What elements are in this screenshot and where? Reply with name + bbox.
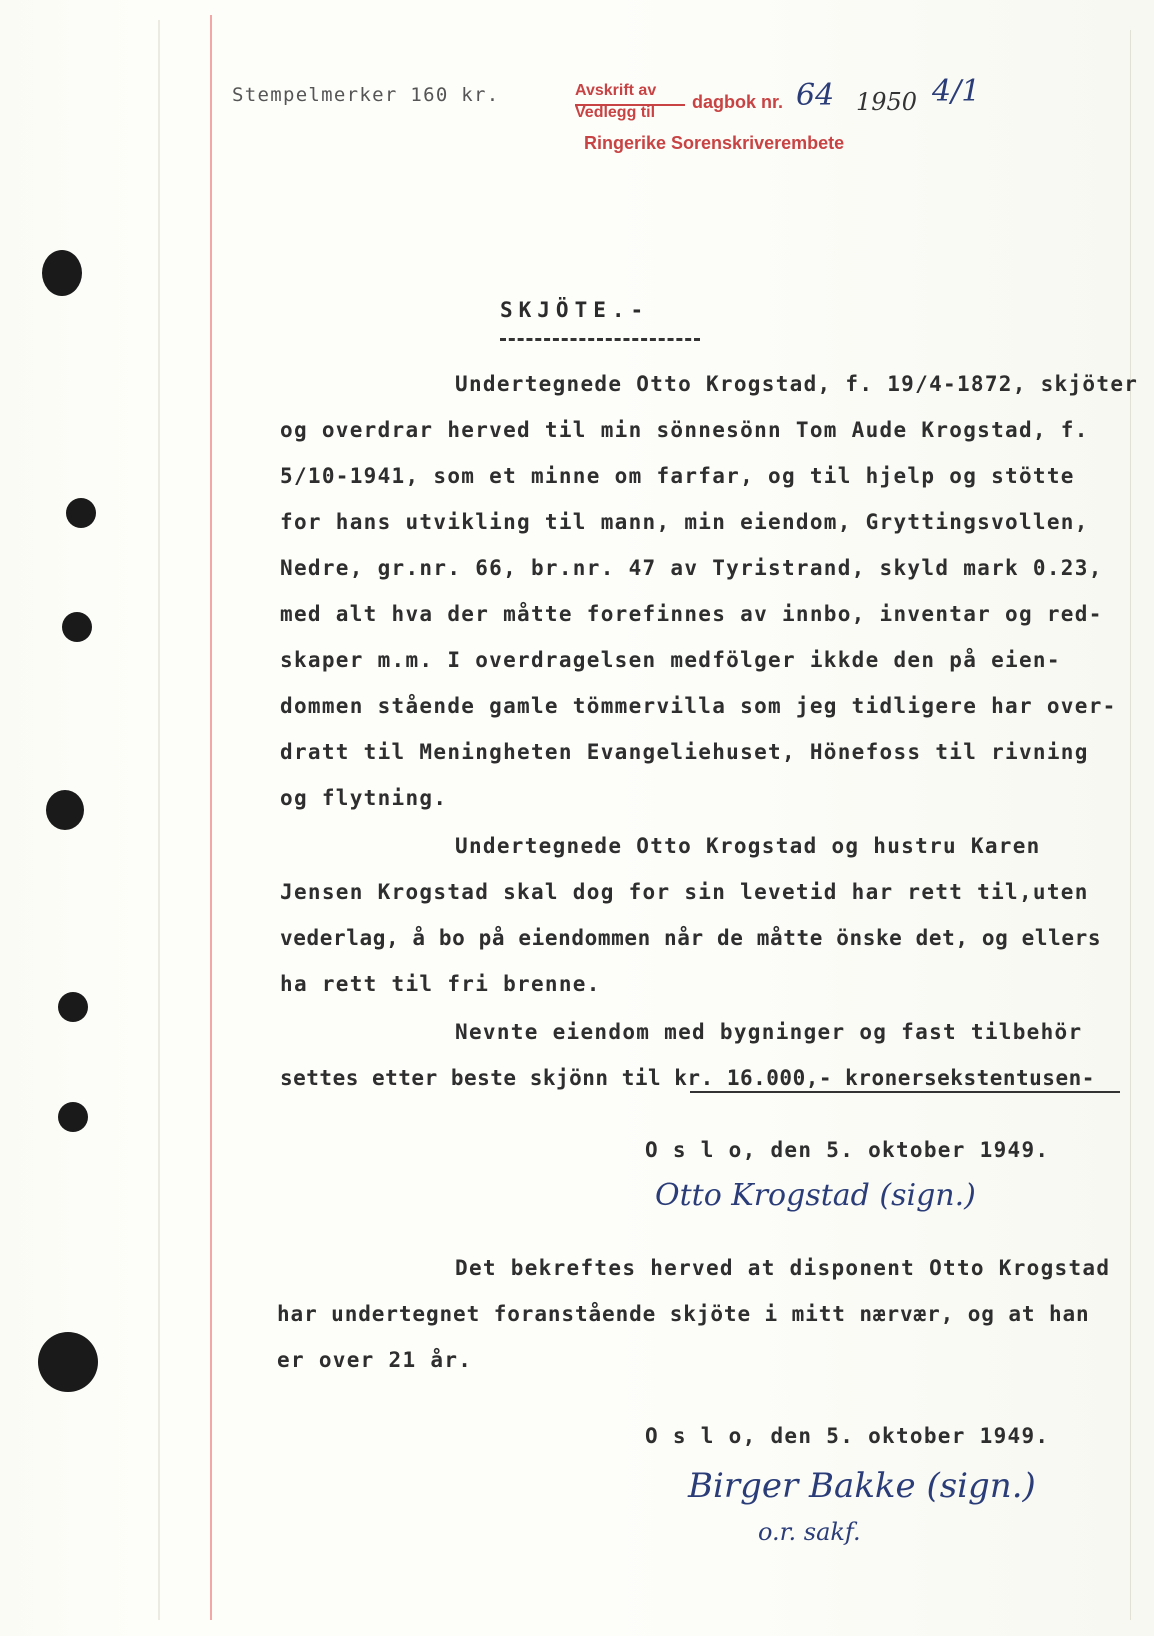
body-line: skaper m.m. I overdragelsen medfölger ikkde den på eien- [280,648,1061,672]
title-underline [500,338,700,341]
registry-stamp-line2: Vedlegg til [575,104,656,121]
body-line: settes etter beste skjönn til kr. 16.000,- kronersekstentusen- [280,1066,1095,1090]
body-line: Nevnte eiendom med bygninger og fast tilbehör [455,1020,1083,1044]
body-line: Jensen Krogstad skal dog for sin levetid har rett til,uten [280,880,1089,904]
signature-1: Otto Krogstad (sign.) [655,1178,976,1213]
registry-office: Ringerike Sorenskriverembete [584,133,845,153]
confirm-line: Det bekreftes herved at disponent Otto Krogstad [455,1256,1111,1280]
body-line: for hans utvikling til mann, min eiendom, Gryttingsvollen, [280,510,1089,534]
registry-stamp-line1: Avskrift av [575,82,657,99]
registry-year: 1950 [856,88,918,116]
body-line: 5/10-1941, som et minne om farfar, og til hjelp og stötte [280,464,1075,488]
body-line: Nedre, gr.nr. 66, br.nr. 47 av Tyristrand, skyld mark 0.23, [280,556,1103,580]
punch-hole [62,612,92,642]
registry-stamp-dagbok: dagbok nr. [692,92,784,112]
signature-2: Birger Bakke (sign.) [688,1466,1036,1506]
signature-2-title: o.r. sakf. [758,1518,861,1546]
body-line: Undertegnede Otto Krogstad, f. 19/4-1872, skjöter [455,372,1139,396]
body-line: og overdrar herved til min sönnesönn Tom Aude Krogstad, f. [280,418,1089,442]
body-line: vederlag, å bo på eiendommen når de måtte önske det, og ellers [280,926,1102,950]
fold-line [158,20,160,1620]
page-edge [1130,30,1131,1620]
date-line-1: O s l o, den 5. oktober 1949. [645,1138,1050,1162]
punch-hole [38,1332,98,1392]
punch-hole [58,992,88,1022]
date-line-2: O s l o, den 5. oktober 1949. [645,1424,1050,1448]
body-line: og flytning. [280,786,448,810]
stamp-marks-note: Stempelmerker 160 kr. [232,84,500,106]
punch-hole [42,250,82,296]
margin-rule [210,15,212,1620]
confirm-line: har undertegnet foranstående skjöte i mitt nærvær, og at han [277,1302,1090,1326]
price-underline [690,1091,1120,1093]
registry-date: 4/1 [932,74,981,109]
body-line: Undertegnede Otto Krogstad og hustru Karen [455,834,1041,858]
body-line: med alt hva der måtte forefinnes av innbo, inventar og red- [280,602,1103,626]
registry-number: 64 [796,78,835,113]
punch-hole [46,790,84,830]
confirm-line: er over 21 år. [277,1348,473,1372]
punch-hole [66,498,96,528]
body-line: ha rett til fri brenne. [280,972,601,996]
body-line: dommen stående gamle tömmervilla som jeg tidligere har over- [280,694,1117,718]
body-line: dratt til Meningheten Evangeliehuset, Hönefoss til rivning [280,740,1089,764]
document-title: SKJÖTE.- [500,298,650,322]
punch-hole [58,1102,88,1132]
